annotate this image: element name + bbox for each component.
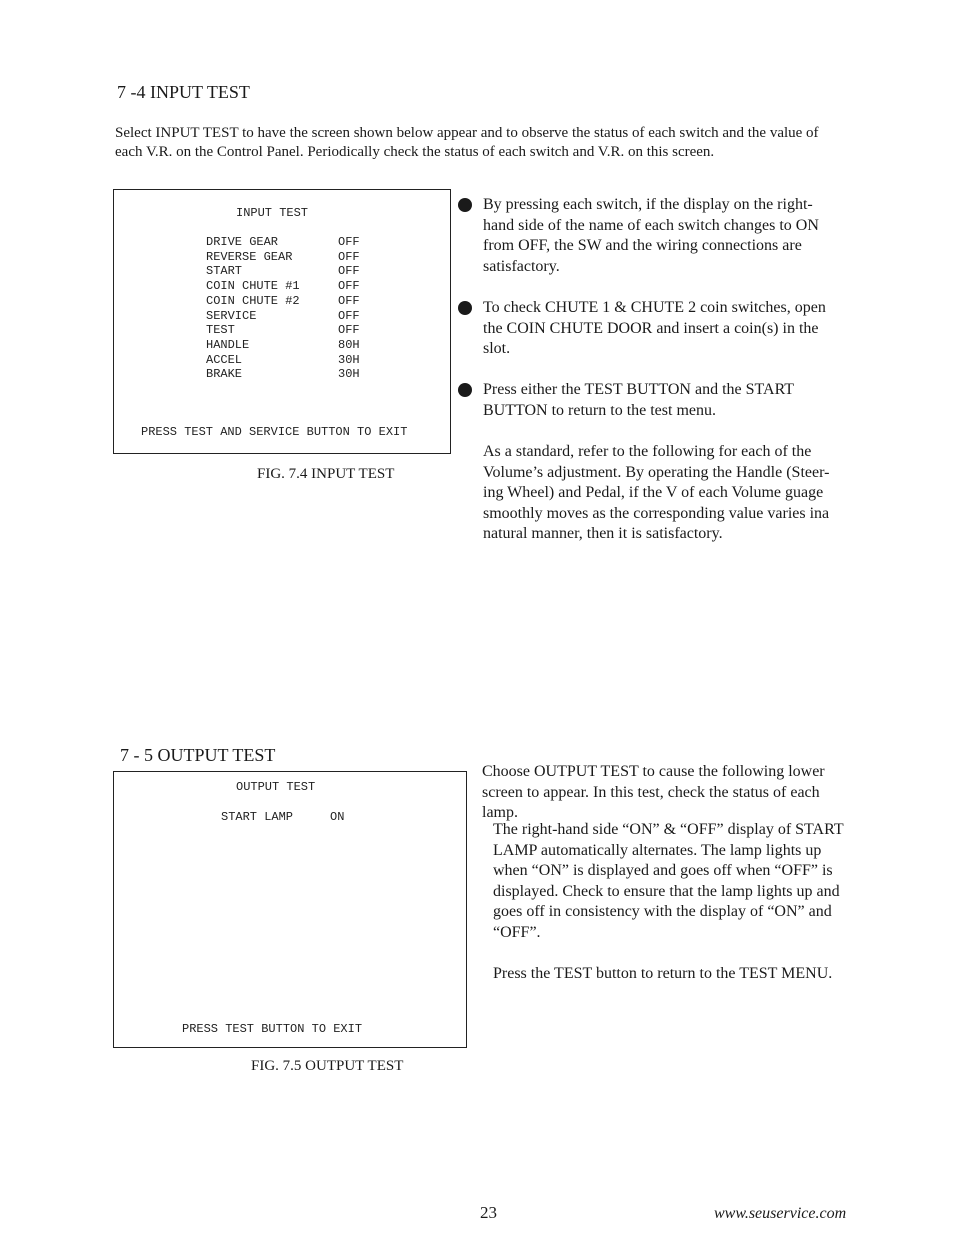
text-line: LAMP automatically alternates. The lamp lights up [493,841,822,859]
switch-value: OFF [338,293,360,308]
text-line: BUTTON to return to the test menu. [483,401,716,419]
bullet-icon [458,383,472,397]
text-line: when “ON” is displayed and goes off when “OFF” is [493,862,833,879]
switch-name: BRAKE [206,367,243,382]
intro-line-2: each V.R. on the Control Panel. Periodically check the status of each switch and V.R. on this screen. [115,144,715,160]
figure-caption-output: FIG. 7.5 OUTPUT TEST [251,1058,404,1074]
switch-value: 30H [338,367,360,382]
lamp-name: START LAMP [221,810,294,824]
output-test-screen [113,771,467,1048]
output-lamp-paragraph [493,820,844,943]
lamp-status: ON [330,810,345,824]
switch-value: OFF [338,308,360,323]
intro-line-1: Select INPUT TEST to have the screen shown below appear and to observe the status of each switch and the value of [115,125,819,141]
bullet-icon [458,198,472,212]
bullet-paragraph [483,298,826,360]
bullet-paragraph [483,380,794,421]
switch-value: OFF [338,249,360,264]
section-heading-output-test: 7 - 5 OUTPUT TEST [120,745,276,765]
switch-name: HANDLE [206,337,250,352]
screen-exit-instruction: PRESS TEST BUTTON TO EXIT [182,1022,363,1036]
text-line: slot. [483,340,511,357]
text-line: the COIN CHUTE DOOR and insert a coin(s) in the [483,319,819,337]
text-line: lamp. [482,804,518,821]
section-heading-input-test: 7 -4 INPUT TEST [117,82,250,102]
switch-value: 80H [338,337,360,352]
input-test-screen [113,189,451,454]
text-line: “OFF”. [493,923,541,941]
text-line: The right-hand side “ON” & “OFF” display of START [493,821,844,838]
output-return-paragraph: Press the TEST button to return to the TEST MENU. [493,965,833,982]
text-line: satisfactory. [483,257,560,275]
figure-caption-input: FIG. 7.4 INPUT TEST [257,466,395,482]
switch-name: COIN CHUTE #1 [206,279,300,294]
switch-name: START [206,264,243,279]
screen-exit-instruction: PRESS TEST AND SERVICE BUTTON TO EXIT [141,425,408,439]
switch-name: TEST [206,323,235,338]
output-intro-paragraph [482,762,825,824]
text-line: Choose OUTPUT TEST to cause the following lower [482,763,825,780]
switch-name: ACCEL [206,352,243,367]
text-line: Press either the TEST BUTTON and the START [483,381,795,398]
switch-value: OFF [338,264,360,279]
screen-title: INPUT TEST [236,206,309,220]
text-line: ing Wheel) and Pedal, if the V of each Volume guage [483,484,824,501]
footer-url: www.seuservice.com [714,1205,847,1222]
text-line: As a standard, refer to the following for each of the [483,443,812,460]
text-line: Volume’s adjustment. By operating the Handle (Steer- [483,463,830,481]
text-line: from OFF, the SW and the wiring connections are [483,237,802,254]
switch-name: REVERSE GEAR [206,249,293,264]
text-line: By pressing each switch, if the display on the right- [483,196,813,213]
text-line: screen to appear. In this test, check the status of each [482,783,820,801]
switch-value: OFF [338,235,360,249]
text-line: goes off in consistency with the display of “ON” and [493,903,832,920]
bullet-paragraph [483,195,819,277]
text-line: smoothly moves as the corresponding value varies ina [483,504,830,522]
standard-paragraph [483,442,829,545]
switch-name: DRIVE GEAR [206,235,279,249]
text-line: displayed. Check to ensure that the lamp lights up and [493,882,840,900]
switch-value: 30H [338,352,360,367]
switch-value: OFF [338,323,360,338]
switch-name: COIN CHUTE #2 [206,293,300,308]
switch-value: OFF [338,279,360,294]
switch-name: SERVICE [206,308,257,323]
text-line: To check CHUTE 1 & CHUTE 2 coin switches, open [483,299,826,316]
text-line: natural manner, then it is satisfactory. [483,525,723,542]
text-line: hand side of the name of each switch changes to ON [483,216,819,234]
bullet-icon [458,301,472,315]
screen-title: OUTPUT TEST [236,780,316,794]
page-number: 23 [480,1203,497,1222]
